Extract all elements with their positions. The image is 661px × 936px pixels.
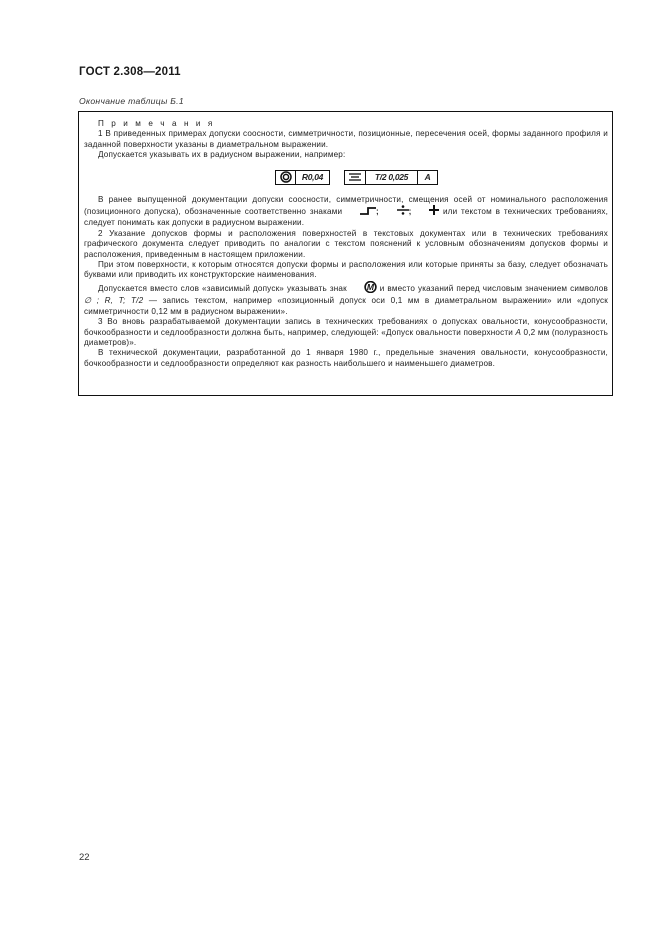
notes-title: П р и м е ч а н и я: [98, 119, 215, 128]
tolerance-symbols: ∅ ; R, T; T/2: [84, 296, 144, 306]
tolerance-value: T/2 0,025: [366, 171, 418, 184]
note-3-text-end: 0,2 мм (полуразность диаметров)».: [84, 327, 609, 347]
note-3-legacy: В технической документации, разработанной до 1 января 1980 г., предельные значения овальности, конусообразности, бочкообразности и седлообразности определяют как разность наибольшего и наименьшего диаметров.: [84, 348, 608, 368]
dependent-text-start: Допускается вместо слов «зависимый допуск» указывать знак: [98, 283, 347, 293]
notes-frame: [78, 111, 613, 396]
note-1-legacy: [84, 195, 608, 229]
note-2-dependent: [84, 281, 608, 317]
surface-letter: А: [515, 327, 522, 337]
symmetry-old-icon: [383, 205, 409, 218]
examples-row: [84, 161, 608, 195]
position-icon: [415, 205, 439, 218]
note-2-surfaces: При этом поверхности, к которым относятся допуски формы и расположения или которые приняты за базу, следует обозначать буквами или приводить их конструкторские наименования.: [84, 260, 608, 280]
tolerance-value: R0,04: [301, 171, 324, 182]
note-1-radius: Допускается указывать их в радиусном выражении, например:: [98, 150, 346, 160]
note-2: 2 Указание допусков формы и расположения поверхностей в текстовых документах или в технических требованиях графического документа следует приводить по аналогии с текстом пояснений к условным обозначениям допусков формы и расположения, приведенным в настоящем приложении.: [84, 228, 608, 259]
document-header: ГОСТ 2.308—2011: [79, 66, 181, 78]
symmetry-icon: [345, 171, 366, 184]
note-3-text-start: 3 Во вновь разрабатываемой документации запись в технических требованиях о допусках овальности, конусообразности, бочкообразности и седлообразности должна быть, например, следующей: «Допуск овальности поверхности: [84, 317, 608, 337]
concentricity-icon: [276, 171, 296, 184]
note-3: [84, 317, 608, 348]
note-1: 1 В приведенных примерах допуски соосности, симметричности, позиционные, пересечения осей, формы заданного профиля и заданной поверхности указаны в диаметральном выражении.: [84, 129, 608, 149]
dependent-text-mid: и вместо указаний перед числовым значением символов: [379, 283, 608, 293]
notes-content: [84, 119, 608, 369]
dependent-text-end: — запись текстом, например «позиционный допуск оси 0,1 мм в диаметральном выражении» или «допуск симметричности 0,12 мм в радиусном выражении».: [84, 296, 609, 316]
datum-letter: A: [424, 171, 431, 182]
frame-concentricity: [275, 170, 330, 185]
page-number: 22: [79, 852, 90, 863]
dependent-tolerance-icon: [350, 281, 377, 296]
legacy-text-start: В ранее выпущенной документации допуски соосности, симметричности, смещения осей от номинального расположения (позиционного допуска), обозначенные соответственно знаками: [84, 194, 608, 216]
svg-text:M: M: [366, 282, 374, 293]
table-caption: Окончание таблицы Б.1: [79, 96, 184, 106]
legacy-text-end: или текстом в технических требованиях, следует понимать как допуски в радиусном выражении.: [84, 206, 609, 228]
separator: ;: [375, 206, 379, 216]
coaxiality-old-icon: [346, 206, 376, 218]
frame-symmetry: [344, 170, 438, 185]
separator: ;: [408, 206, 412, 216]
